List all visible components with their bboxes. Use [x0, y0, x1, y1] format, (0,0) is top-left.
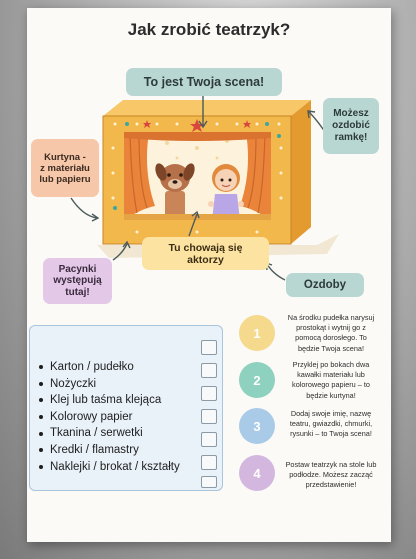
label-puppets-line-1: Pacynki: [58, 263, 97, 275]
step-3-line: Dodaj swoje imię, nazwę: [290, 409, 372, 418]
material-label: Tkanina / serwetki: [50, 427, 143, 440]
step-2-line: kolorowego papieru – to: [292, 380, 370, 390]
materials-list: [39, 359, 180, 475]
step-3-number: 3: [253, 418, 261, 434]
bullet: [39, 415, 43, 419]
checkbox[interactable]: [201, 363, 217, 378]
label-actors-hide: [142, 237, 269, 270]
checkbox[interactable]: [201, 455, 217, 470]
step-4-text: [276, 460, 386, 491]
step-3-line: rysunki – to Twoja scena!: [290, 429, 372, 439]
step-3-badge: [239, 408, 275, 444]
checkbox[interactable]: [201, 409, 217, 424]
step-1-line: Na środku pudełka narysuj: [287, 313, 375, 322]
label-scene: To jest Twoja scena!: [126, 68, 282, 96]
label-decorate-line-3: ramkę!: [334, 132, 368, 143]
step-2-text: [276, 360, 386, 401]
label-curtain-line-2: z materiału: [40, 162, 90, 174]
list-item: [39, 392, 180, 409]
label-decorate-frame: [323, 98, 379, 154]
step-3-text: [276, 409, 386, 440]
bullet: [39, 398, 43, 402]
step-2-line: kawałki materiału lub: [297, 370, 365, 380]
checkbox[interactable]: [201, 340, 217, 355]
step-4-line: podłodze. Możesz zacząć: [289, 470, 373, 480]
list-item: [39, 459, 180, 476]
label-puppets: [43, 258, 112, 304]
step-1-badge: [239, 315, 275, 351]
material-label: Naklejki / brokat / kształty: [50, 460, 180, 473]
checkbox[interactable]: [201, 432, 217, 447]
label-ornaments: Ozdoby: [286, 273, 364, 297]
list-item: [39, 359, 180, 376]
page-title: Jak zrobić teatrzyk?: [127, 20, 291, 39]
material-label: Kredki / flamastry: [50, 443, 139, 456]
label-hide-line-2: aktorzy: [187, 253, 224, 266]
step-1-line: będzie Twoja scena!: [298, 343, 364, 353]
material-label: Nożyczki: [50, 377, 97, 390]
bullet: [39, 432, 43, 436]
step-4-badge: [239, 455, 275, 491]
bullet: [39, 465, 43, 469]
step-2-line: będzie kurtyna!: [306, 390, 356, 400]
label-puppets-line-2: występują: [53, 275, 102, 287]
materials-checklist: [29, 325, 223, 491]
label-curtain-line-3: lub papieru: [39, 173, 91, 185]
label-hide-line-1: Tu chowają się: [168, 241, 243, 254]
material-label: Karton / pudełko: [50, 361, 134, 373]
list-item: [39, 425, 180, 442]
step-1-line: prostokąt i wytnij go z: [296, 323, 366, 333]
material-label: Kolorowy papier: [50, 410, 133, 423]
box-top: [103, 100, 311, 116]
label-puppets-line-3: tutaj!: [65, 286, 90, 298]
list-item: [39, 376, 180, 393]
step-4-line: Postaw teatrzyk na stole lub: [285, 460, 377, 469]
box-side: [291, 100, 311, 244]
checkbox[interactable]: [201, 386, 217, 401]
worksheet-page: [27, 8, 391, 542]
label-curtain: [31, 139, 99, 197]
step-2-line: Przyklej po bokach dwa: [292, 360, 370, 369]
bullet: [39, 382, 43, 386]
bullet: [39, 365, 43, 369]
label-decorate-line-2: ozdobić: [332, 120, 370, 131]
list-item: [39, 442, 180, 459]
checkbox[interactable]: [201, 476, 217, 488]
step-3-line: teatru, gwiazdki, chmurki,: [289, 419, 373, 429]
step-2-badge: [239, 362, 275, 398]
step-1-text: [276, 313, 386, 354]
step-2-number: 2: [253, 372, 261, 388]
material-label: Klej lub taśma klejąca: [50, 394, 162, 407]
list-item: [39, 409, 180, 426]
step-4-line: przedstawienie!: [305, 480, 357, 490]
step-4-number: 4: [253, 465, 261, 481]
label-curtain-line-1: Kurtyna -: [44, 151, 86, 163]
label-decorate-line-1: Możesz: [333, 108, 369, 119]
step-1-number: 1: [253, 325, 261, 341]
bullet: [39, 448, 43, 452]
step-1-line: pomocą dorosłego. To: [295, 333, 367, 343]
